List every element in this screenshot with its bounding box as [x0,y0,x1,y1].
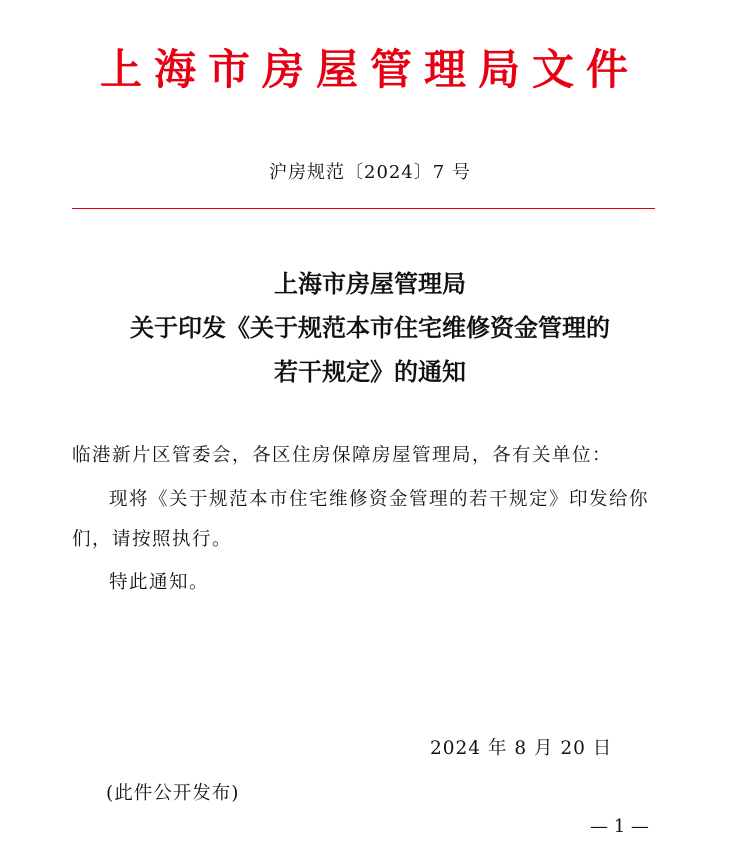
title-line-1: 上海市房屋管理局 [274,270,466,298]
issue-date: 2024 年 8 月 20 日 [430,738,613,759]
addressee: 临港新片区管委会，各区住房保障房屋管理局，各有关单位： [72,445,613,466]
red-divider [72,208,655,209]
closing-line: 特此通知。 [109,572,210,593]
title-line-2: 关于印发《关于规范本市住宅维修资金管理的 [130,314,610,342]
page-number: — 1 — [590,816,649,837]
body-paragraph: 现将《关于规范本市住宅维修资金管理的若干规定》印发给你们，请按照执行。 [72,489,650,550]
notice-title [0,262,740,394]
title-line-3: 若干规定》的通知 [274,358,466,386]
publication-note: (此件公开发布) [106,783,240,804]
document-number: 沪房规范〔2024〕7 号 [269,162,471,183]
masthead-title: 上海市房屋管理局文件 [99,45,640,94]
